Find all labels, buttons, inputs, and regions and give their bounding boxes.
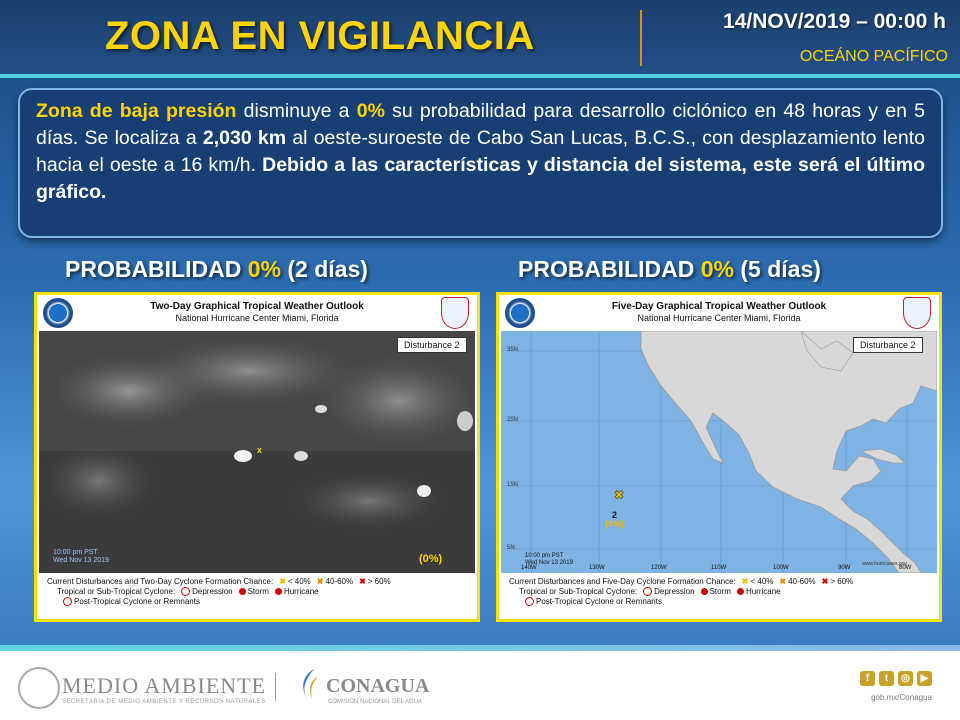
lon-label: 110W: [711, 565, 727, 571]
summary-text-part: disminuye a: [236, 100, 357, 122]
noaa-logo-icon: [43, 298, 73, 328]
ocean-label: OCEÁNO PACÍFICO: [799, 48, 948, 65]
legend-heading: Current Disturbances and Two-Day Cyclone Formation Chance:: [47, 577, 274, 586]
prob-label: PROBABILIDAD: [65, 256, 248, 282]
map-title: Five-Day Graphical Tropical Weather Outlook: [611, 301, 827, 312]
system-number: 2: [612, 510, 618, 520]
prob-label: PROBABILIDAD: [518, 256, 701, 282]
timestamp-date: Wed Nov 13 2019: [525, 560, 573, 566]
legend-mid: 40-60%: [788, 577, 816, 586]
satellite-svg: [39, 331, 475, 573]
summary-text-part: su probabilidad para desarrollo ciclónico en 48 horas y en 5 días. Se localiza a: [36, 100, 925, 149]
legend-storm: Storm: [709, 587, 731, 596]
legend-low: < 40%: [750, 577, 774, 586]
lon-label: 140W: [521, 565, 537, 571]
timestamp-date: Wed Nov 13 2019: [53, 557, 109, 564]
hurricane-icon: [737, 588, 744, 595]
prob-title-5day: [518, 256, 821, 283]
summary-text: [36, 98, 925, 206]
legend-depression: Depression: [192, 587, 233, 596]
header-stripe: [0, 74, 960, 78]
nws-logo-icon: [441, 297, 469, 329]
mid-chance-icon: ✖: [316, 577, 324, 586]
summary-distance: 2,030 km: [202, 127, 287, 149]
header-bar: [0, 0, 960, 74]
legend-high: > 60%: [367, 577, 391, 586]
legend-line-2: [519, 587, 781, 596]
lon-label: 120W: [651, 565, 667, 571]
summary-panel: [18, 88, 943, 238]
chance-label: (0%): [419, 553, 443, 565]
legend-line-1: [47, 577, 391, 586]
prob-percent: 0%: [247, 256, 281, 282]
five-day-outlook-map: [496, 292, 942, 622]
hurricane-icon: [275, 588, 282, 595]
nhc-website: www.hurricanes.gov: [862, 561, 907, 567]
noaa-logo-icon: [505, 298, 535, 328]
chance-label: (0%): [605, 519, 625, 529]
legend-line-3: [519, 597, 662, 606]
legend-line-2: [57, 587, 319, 596]
legend-hurricane: Hurricane: [283, 587, 319, 596]
map-header: [37, 295, 477, 331]
timestamp: [53, 549, 109, 565]
lon-label: 130W: [589, 565, 605, 571]
prob-period: (5 días): [733, 256, 821, 282]
legend-tropical: Tropical or Sub-Tropical Cyclone:: [57, 587, 176, 596]
svg-text:x: x: [257, 445, 263, 455]
legend-low: < 40%: [287, 577, 311, 586]
depression-icon: [181, 587, 190, 596]
outlook-map-svg: [501, 331, 937, 573]
disturbance-label: Disturbance 2: [397, 337, 467, 353]
mid-chance-icon: ✖: [779, 577, 787, 586]
lon-label: 100W: [773, 565, 789, 571]
map-title: Two-Day Graphical Tropical Weather Outlook: [150, 301, 364, 312]
lat-label: 5N: [507, 545, 515, 551]
map-subtitle: National Hurricane Center Miami, Florida: [637, 313, 801, 323]
footer-divider: [275, 673, 276, 701]
ministry-subtitle: SECRETARÍA DE MEDIO AMBIENTE Y RECURSOS NATURALES: [62, 699, 266, 705]
legend-storm: Storm: [247, 587, 269, 596]
lon-labels: [501, 565, 937, 573]
summary-final-note: Debido a las características y distancia del sistema, este será el último gráfico.: [36, 154, 925, 203]
timestamp-time: 10:00 pm PST: [525, 553, 564, 559]
two-day-outlook-map: [34, 292, 480, 622]
outlook-map-image: [501, 331, 937, 573]
legend-depression: Depression: [654, 587, 695, 596]
lat-label: 25N: [507, 417, 519, 423]
legend-line-3: [57, 597, 200, 606]
prob-title-2day: [65, 256, 368, 283]
footer-website-link[interactable]: gob.mx/Conagua: [871, 693, 932, 702]
low-chance-icon: ✖: [279, 577, 286, 586]
post-tropical-icon: [63, 597, 72, 606]
map-legend: [37, 575, 477, 619]
high-chance-icon: ✖: [359, 577, 366, 586]
legend-post-tropical: Post-Tropical Cyclone or Remnants: [74, 597, 200, 606]
facebook-icon[interactable]: f: [860, 671, 875, 686]
legend-hurricane: Hurricane: [745, 587, 781, 596]
twitter-icon[interactable]: t: [879, 671, 894, 686]
legend-heading: Current Disturbances and Five-Day Cyclone Formation Chance:: [509, 577, 736, 586]
agency-subtitle: COMISIÓN NACIONAL DEL AGUA: [328, 699, 422, 705]
legend-mid: 40-60%: [325, 577, 354, 586]
depression-icon: [643, 587, 652, 596]
system-marker: [605, 511, 624, 529]
satellite-image: [39, 331, 475, 573]
summary-highlight: Zona de baja presión: [36, 100, 237, 122]
social-links: [860, 671, 932, 686]
bulletin-date: 14/NOV/2019 – 00:00 h: [723, 10, 946, 33]
storm-icon: [239, 588, 246, 595]
low-chance-icon: ✖: [741, 577, 749, 586]
lon-label: 80W: [899, 565, 912, 571]
lat-label: 35N: [507, 347, 519, 353]
conagua-logo-icon: [298, 667, 320, 701]
footer: [0, 651, 960, 720]
mexico-seal-icon: [18, 667, 60, 709]
legend-post-tropical: Post-Tropical Cyclone or Remnants: [536, 597, 662, 606]
timestamp-time: 10:00 pm PST: [53, 549, 98, 556]
youtube-icon[interactable]: ▶: [917, 671, 932, 686]
legend-tropical: Tropical or Sub-Tropical Cyclone:: [519, 587, 638, 596]
disturbance-label: Disturbance 2: [853, 337, 923, 353]
lat-label: 15N: [507, 482, 519, 488]
map-subtitle: National Hurricane Center Miami, Florida: [175, 313, 339, 323]
legend-line-1: [509, 577, 853, 586]
instagram-icon[interactable]: ◎: [898, 671, 913, 686]
nws-logo-icon: [903, 297, 931, 329]
bulletin-title: ZONA EN VIGILANCIA: [105, 14, 535, 58]
agency-name: CONAGUA: [326, 675, 430, 697]
legend-high: > 60%: [830, 577, 854, 586]
header-divider: [640, 10, 642, 66]
summary-text-part: al oeste-suroeste de Cabo San Lucas, B.C.S., con desplazamiento lento hacia el oeste a 16 km/h.: [36, 127, 925, 176]
high-chance-icon: ✖: [821, 577, 829, 586]
prob-percent: 0%: [700, 256, 734, 282]
ministry-name: MEDIO AMBIENTE: [62, 673, 267, 698]
svg-text:✖: ✖: [614, 488, 625, 502]
post-tropical-icon: [525, 597, 534, 606]
map-legend: [499, 575, 939, 619]
prob-period: (2 días): [280, 256, 368, 282]
storm-icon: [701, 588, 708, 595]
lon-label: 90W: [838, 565, 851, 571]
map-header: [499, 295, 939, 331]
summary-percent: 0%: [356, 100, 385, 122]
